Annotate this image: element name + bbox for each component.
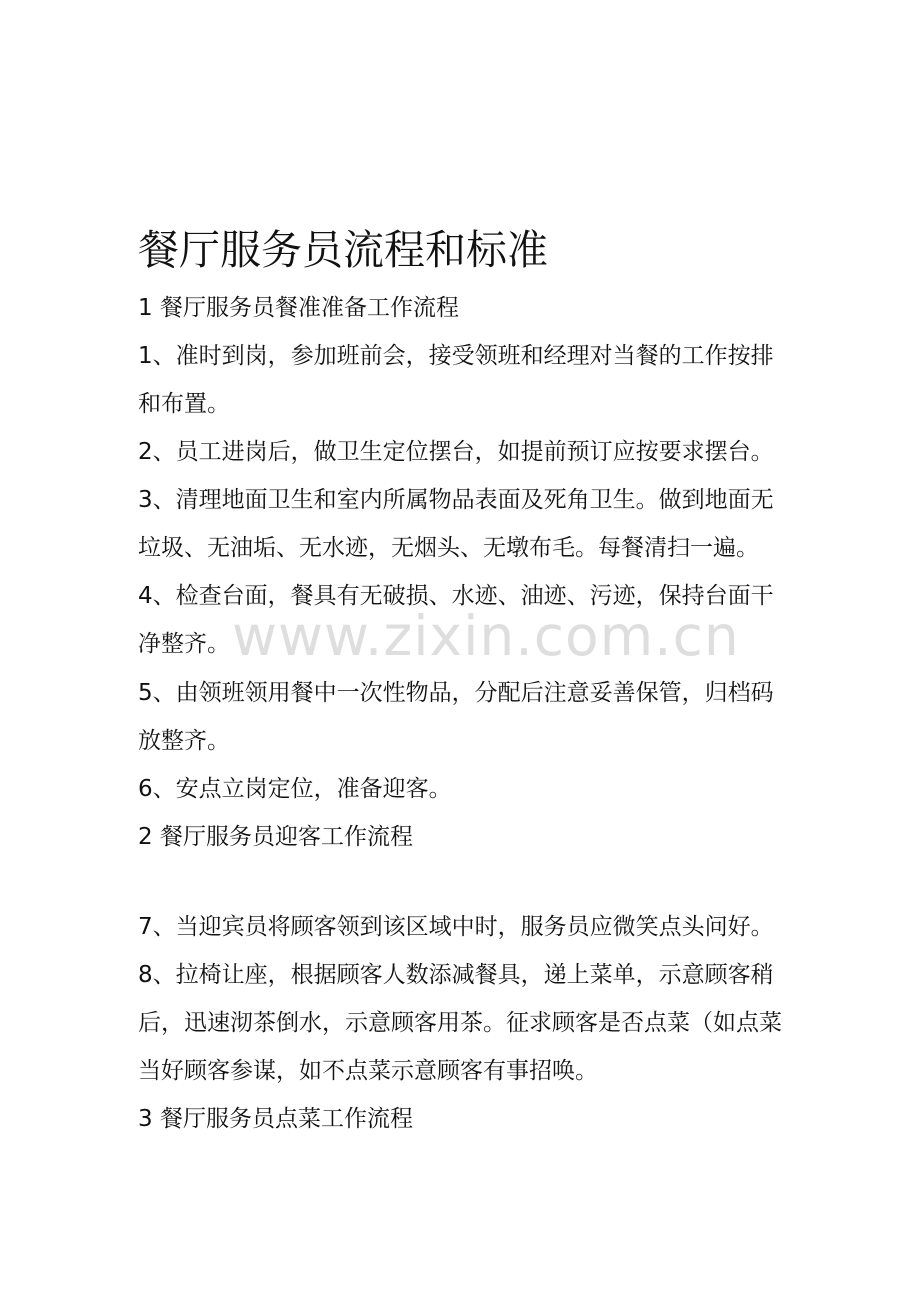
paragraph-line: 6、安点立岗定位，准备迎客。 — [138, 776, 452, 802]
paragraph-line: 8、拉椅让座，根据顾客人数添减餐具，递上菜单，示意顾客稍 — [138, 962, 774, 988]
section-heading-1: 1 餐厅服务员餐准准备工作流程 — [138, 295, 459, 321]
paragraph-line: 2、员工进岗后，做卫生定位摆台，如提前预订应按要求摆台。 — [138, 439, 774, 465]
paragraph-line: 垃圾、无油垢、无水迹，无烟头、无墩布毛。每餐清扫一遍。 — [138, 535, 759, 561]
paragraph-line: 净整齐。 — [138, 631, 230, 657]
paragraph-line: 1、准时到岗，参加班前会，接受领班和经理对当餐的工作按排 — [138, 343, 774, 369]
paragraph-line: 3、清理地面卫生和室内所属物品表面及死角卫生。做到地面无 — [138, 487, 774, 513]
paragraph-line: 4、检查台面，餐具有无破损、水迹、油迹、污迹，保持台面干 — [138, 583, 774, 609]
paragraph-line: 当好顾客参谋，如不点菜示意顾客有事招唤。 — [138, 1058, 598, 1084]
paragraph-line: 后，迅速沏茶倒水，示意顾客用茶。征求顾客是否点菜（如点菜 — [138, 1010, 782, 1036]
paragraph-line: 放整齐。 — [138, 728, 230, 754]
section-heading-3: 3 餐厅服务员点菜工作流程 — [138, 1106, 413, 1132]
section-heading-2: 2 餐厅服务员迎客工作流程 — [138, 824, 413, 850]
paragraph-line: 5、由领班领用餐中一次性物品，分配后注意妥善保管，归档码 — [138, 680, 774, 706]
paragraph-line: 和布置。 — [138, 391, 230, 417]
paragraph-line: 7、当迎宾员将顾客领到该区域中时，服务员应微笑点头问好。 — [138, 914, 774, 940]
document-title: 餐厅服务员流程和标准 — [138, 226, 548, 274]
watermark: www.zixin.com.cn — [232, 604, 740, 668]
